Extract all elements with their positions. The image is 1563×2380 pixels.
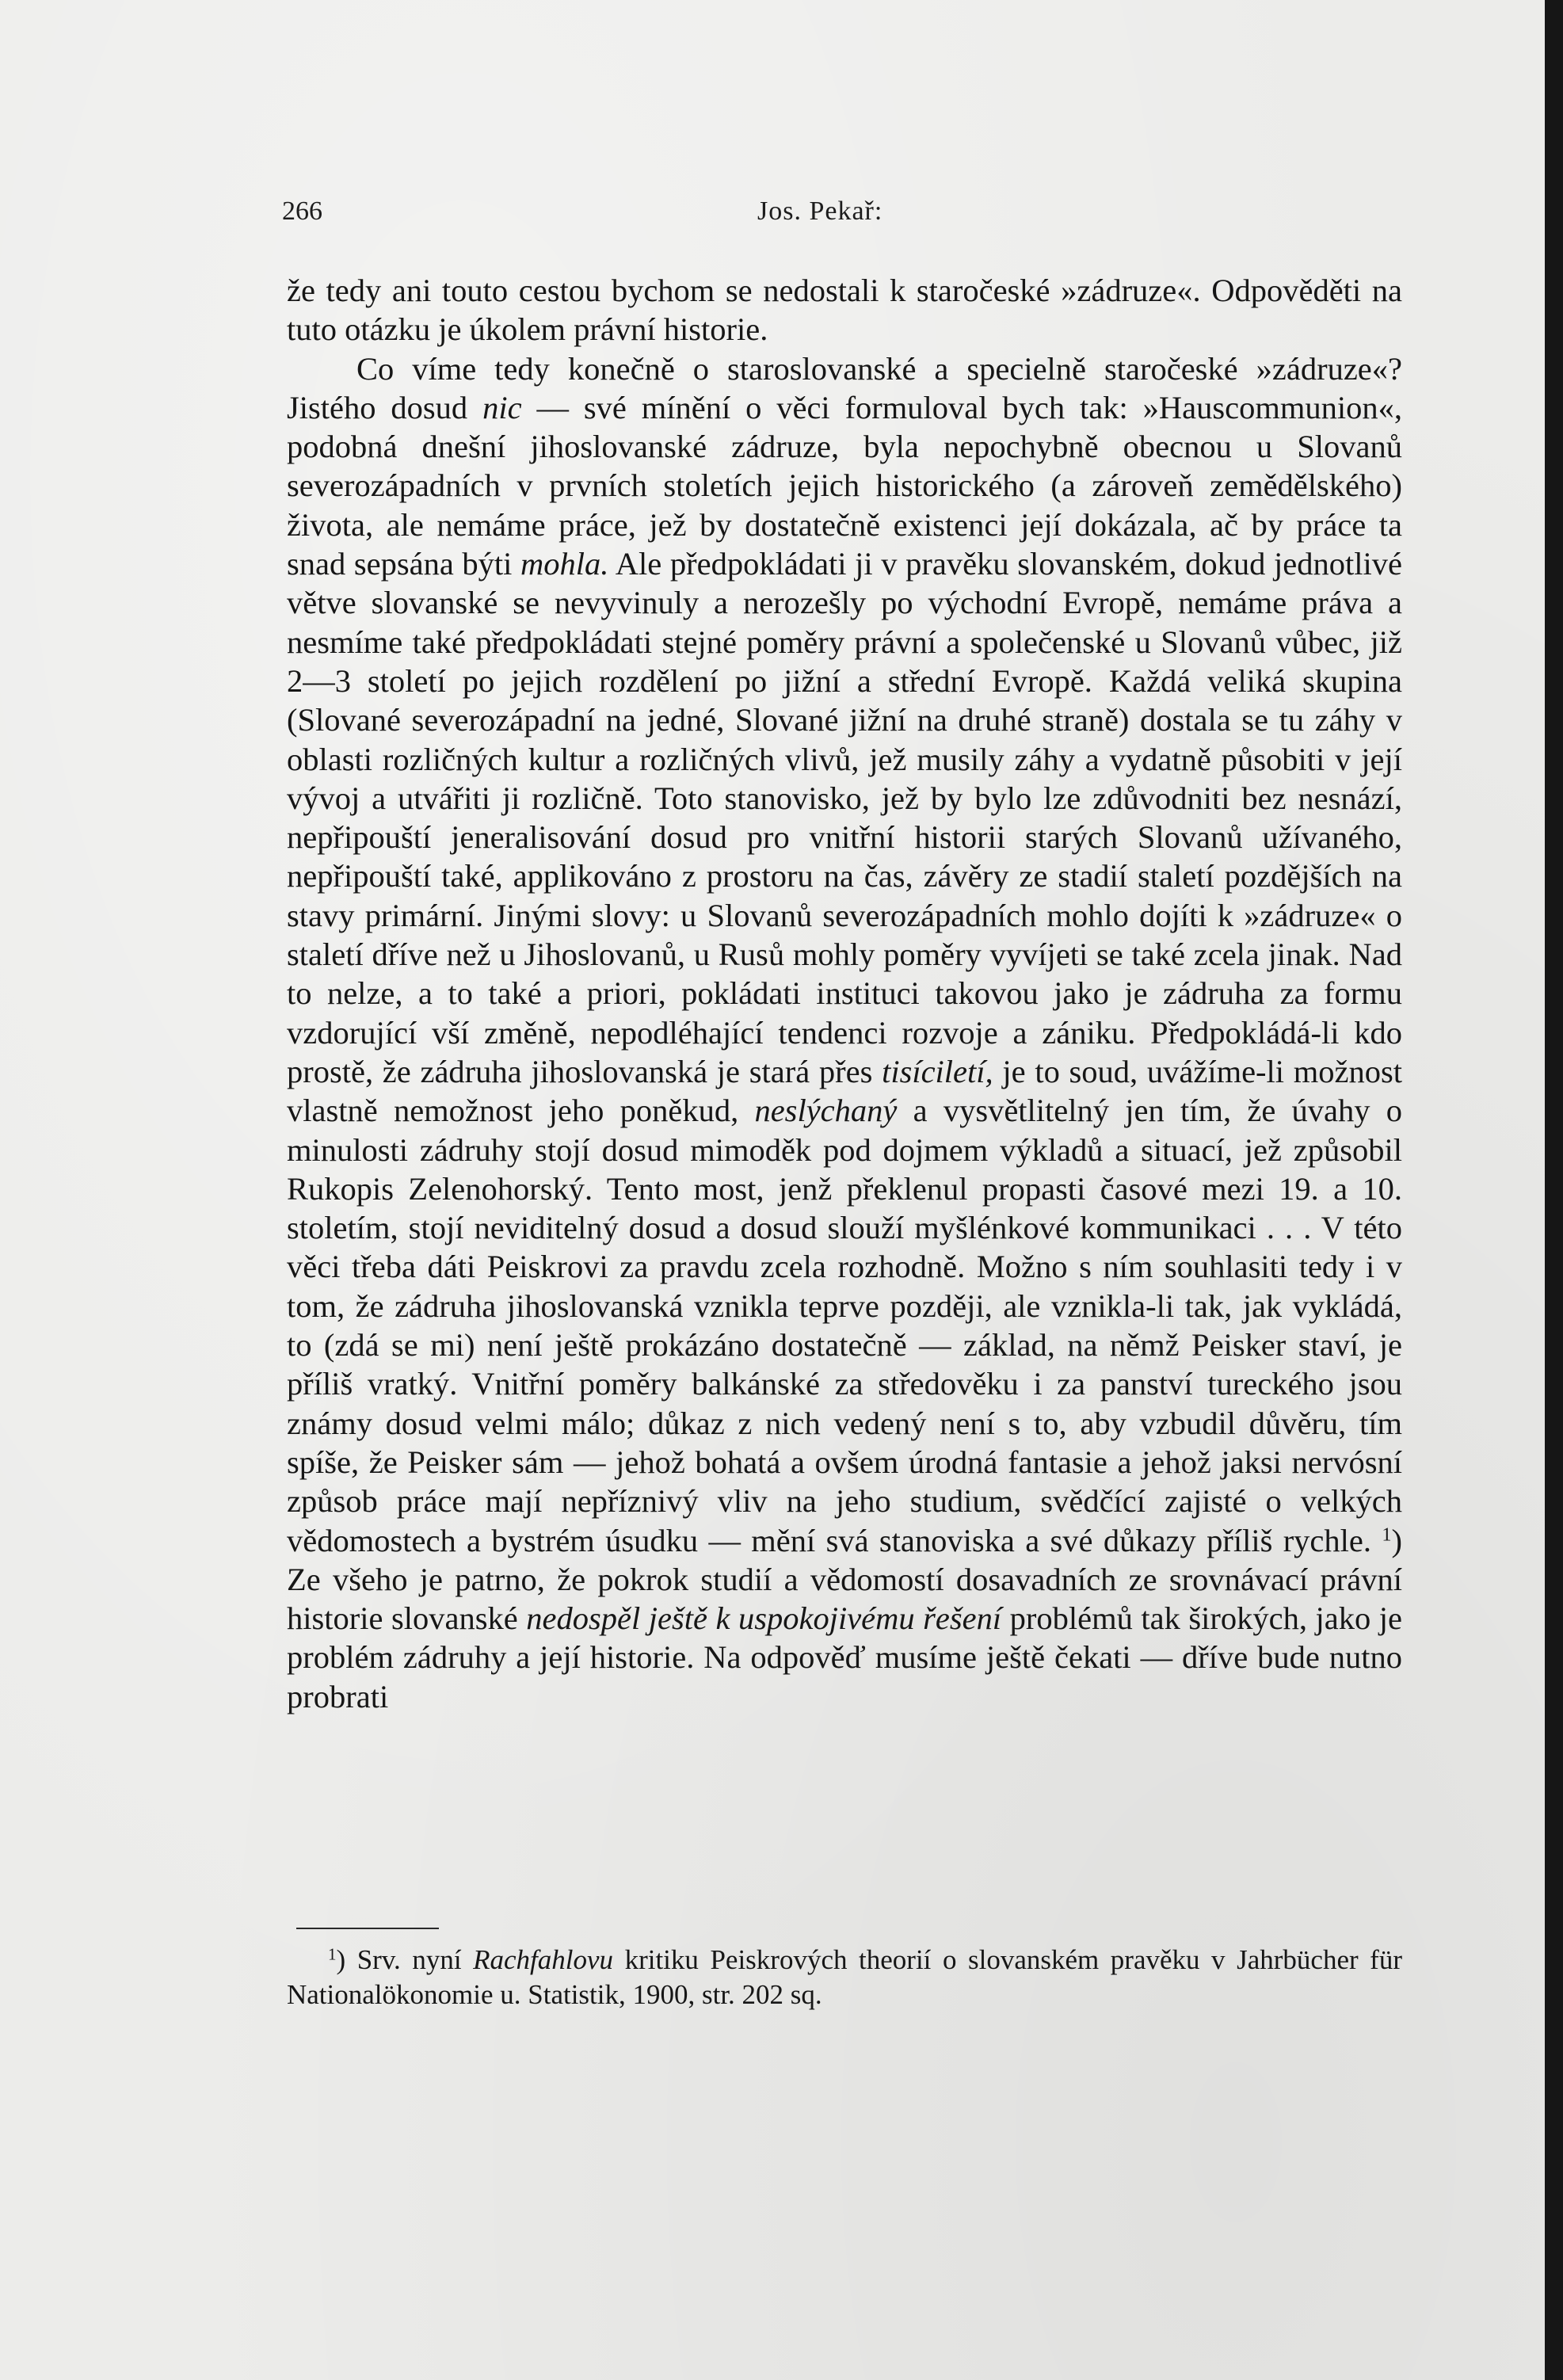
footnote-divider: [296, 1928, 439, 1929]
footnote-mark: 1: [328, 1944, 337, 1964]
running-head: Jos. Pekař:: [757, 196, 883, 226]
emphasis-nic: nic: [482, 389, 522, 425]
emphasis-tisicileti: tisíciletí,: [882, 1053, 993, 1089]
paragraph-2: [287, 349, 1402, 1716]
footnote-author: Rachfahlovu: [473, 1944, 614, 1975]
text-run: ) Ze všeho je patrno, že pokrok studií a vědomostí dosavadních ze srovnávací právní historie slovanské: [287, 1522, 1402, 1637]
emphasis-neslychany: neslýchaný: [754, 1093, 898, 1129]
text-run: je to soud, uvážíme-li možnost vlastně nemožnost jeho poněkud,: [287, 1053, 1402, 1129]
text-run: — své mínění o věci formuloval bych tak: »Hauscommunion«, podobná dnešní jihoslovanské zádruze, byla nepochybně obecnou u Slovanů severozápadních v prvních stoletích jejich historického (a zároveň zemědělského) života, ale nemáme práce, jež by dostatečně existenci její dokázala, ač by práce ta snad sepsána býti: [287, 389, 1403, 582]
emphasis-nedospel: nedospěl ještě k uspokojivému řešení: [526, 1600, 1002, 1637]
footnote-text: kritiku Peiskrových theorií o slovanském pravěku v Jahrbücher für Nationalökonomie u. Statistik, 1900, str. 202 sq.: [287, 1944, 1402, 2010]
footnote-reference[interactable]: 1: [1382, 1524, 1392, 1546]
body-text: [287, 271, 1402, 1716]
footnote-text: ) Srv. nyní: [336, 1944, 474, 1975]
paragraph-1: že tedy ani touto cestou bychom se nedostali k staročeské »zádruze«. Odpověděti na tuto otázku je úkolem právní historie.: [287, 273, 1402, 348]
page-header: [282, 196, 1407, 236]
text-run: Ale předpokládati ji v pravěku slovanském, dokud jednotlivé větve slovanské se nevyvinuly a nerozešly po východní Evropě, nemáme práva a nesmíme také předpokládati stejné poměry právní a společenské u Slovanů vůbec, již 2—3 století po jejich rozdělení po jižní a střední Evropě. Každá veliká skupina (Slované severozápadní na jedné, Slované jižní na druhé straně) dostala se tu záhy v oblasti rozličných kultur a rozličných vlivů, jež musily záhy a vydatně působiti v její vývoj a utvářiti ji rozličně. Toto stanovisko, jež by bylo lze zdůvodniti bez nesnází, nepřipouští jeneralisování dosud pro vnitřní historii starých Slovanů užívaného, nepřipouští také, applikováno z prostoru na čas, závěry ze stadií staletí pozdějších na stavy primární. Jinými slovy: u Slovanů severozápadních mohlo dojíti k »zádruze« o staletí dříve než u Jihoslovanů, u Rusů mohly poměry vyvíjeti se také zcela jinak. Nad to nelze, a to také a priori, pokládati instituci takovou jako je zádruha za formu vzdorující vší změně, nepodléhající tendenci rozvoje a zániku. Předpokládá-li kdo prostě, že zádruha jihoslovanská je stará přes: [287, 546, 1402, 1089]
page-number: 266: [282, 196, 322, 226]
text-run: Co víme tedy konečně o staroslovanské a specielně staročeské »zádruze«? Jistého dosud: [287, 350, 1402, 425]
text-run: a vysvětlitelný jen tím, že úvahy o minulosti zádruhy stojí dosud mimoděk pod dojmem výkladů a situací, jež způsobil Rukopis Zelenohorský. Tento most, jenž překlenul propasti časové mezi 19. a 10. stoletím, stojí neviditelný dosud a dosud slouží myšlénkové kommunikaci . . . V této věci třeba dáti Peiskrovi za pravdu zcela rozhodně. Možno s ním souhlasiti tedy i v tom, že zádruha jihoslovanská vznikla teprve později, ale vznikla-li tak, jak vykládá, to (zdá se mi) není ještě prokázáno dostatečně — základ, na němž Peisker staví, je příliš vratký. Vnitřní poměry balkánské za středověku i za panství tureckého jsou známy dosud velmi málo; důkaz z nich vedený není s to, aby vzbudil důvěru, tím spíše, že Peisker sám — jehož bohatá a ovšem úrodná fantasie a jehož jaksi nervósní způsob práce mají nepříznivý vliv na jeho studium, svědčící zajisté o velkých vědomostech a bystrém úsudku — mění svá stanoviska a své důkazy příliš rychle.: [287, 1093, 1402, 1558]
text-run: problémů tak širokých, jako je problém zádruhy a její historie. Na odpověď musíme ještě čekati — dříve bude nutno probrati: [287, 1600, 1402, 1714]
emphasis-mohla: mohla.: [520, 546, 609, 582]
scan-border: [1545, 0, 1563, 2380]
footnote: [287, 1943, 1402, 2012]
